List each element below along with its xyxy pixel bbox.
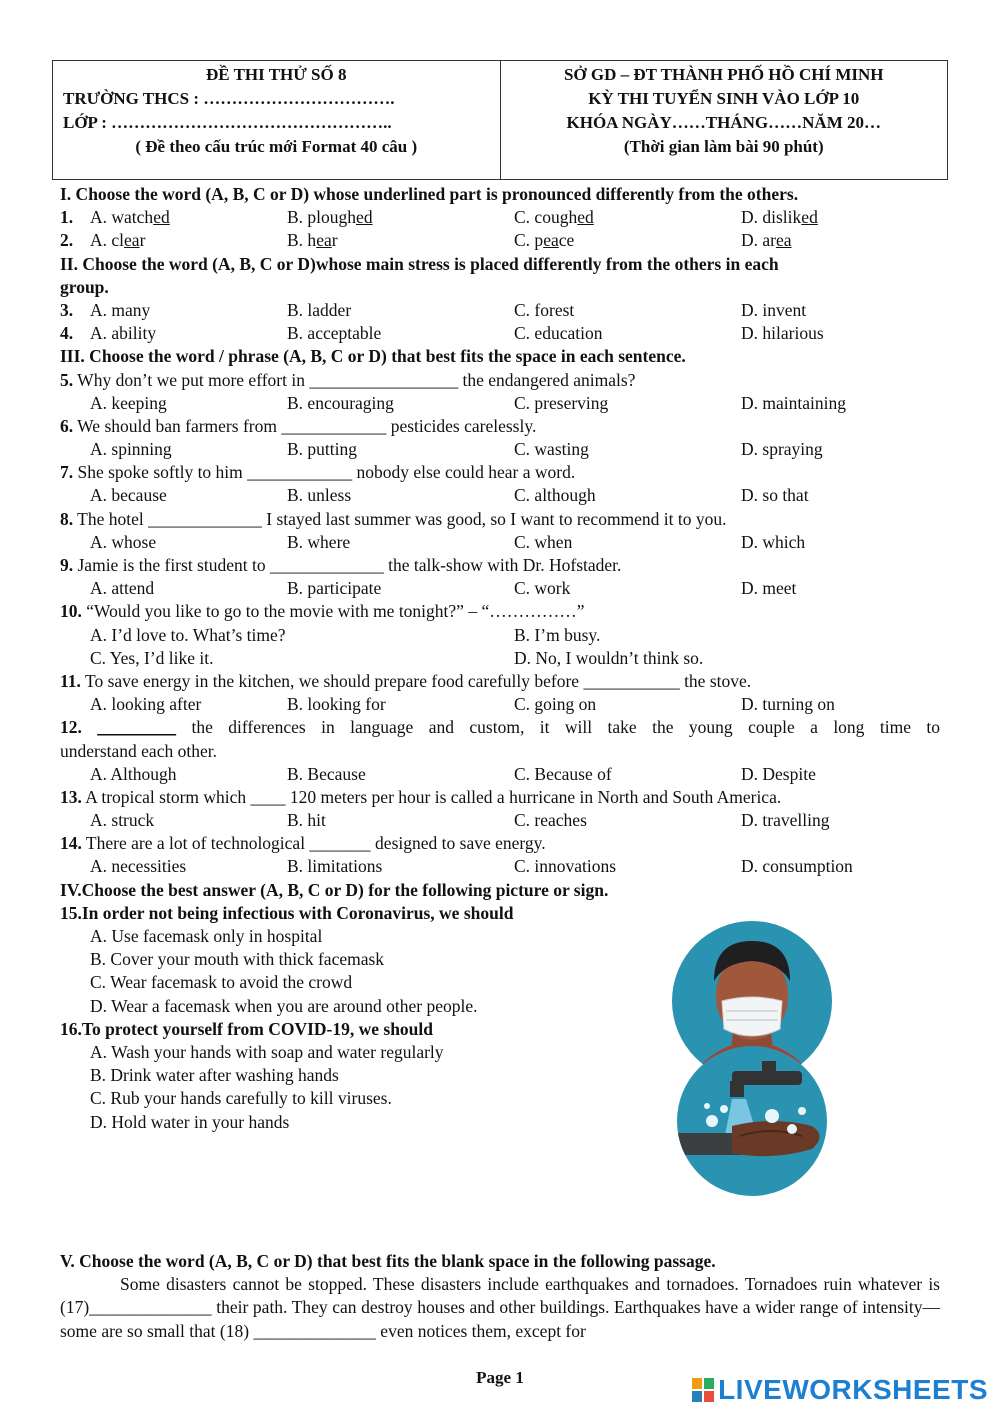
q5-option-c[interactable]: C. preserving	[514, 392, 609, 413]
reading-passage: Some disasters cannot be stopped. These disasters include earthquakes and tornadoes. Tornadoes ruin whatever is (17)______________ their path. They can destroy houses and other buildings. Earthquakes have a wider range of intensity—some are so small that (18) ______________ even notices them, except for	[60, 1274, 940, 1341]
question-9-stem: 9. Jamie is the first student to _____________ the talk-show with Dr. Hofstader.	[60, 555, 622, 575]
q8-option-a[interactable]: A. whose	[90, 531, 157, 552]
q12-option-c[interactable]: C. Because of	[514, 763, 612, 784]
exam-header	[52, 60, 948, 180]
question-10-options-ab	[60, 624, 940, 647]
q2-option-c[interactable]: C. peace	[514, 230, 575, 251]
q7-option-d[interactable]: D. so that	[741, 485, 809, 506]
section-2-title: II. Choose the word (A, B, C or D)whose main stress is placed differently from the others in each	[60, 253, 779, 274]
q14-option-a[interactable]: A. necessities	[90, 856, 187, 877]
question-15-stem: 15.In order not being infectious with Coronavirus, we should	[60, 902, 514, 923]
question-14-options	[60, 855, 940, 878]
header-left	[53, 61, 501, 179]
q12-option-b[interactable]: B. Because	[287, 763, 366, 784]
q9-option-b[interactable]: B. participate	[287, 578, 382, 599]
q16-option-c[interactable]: C. Rub your hands carefully to kill viruses.	[90, 1088, 392, 1109]
question-8-options	[60, 531, 940, 554]
format-note: ( Đề theo cấu trúc mới Format 40 câu )	[135, 137, 418, 156]
section-3-title: III. Choose the word / phrase (A, B, C or D) that best fits the space in each sentence.	[60, 346, 686, 367]
question-9-options	[60, 577, 940, 600]
q12-option-d[interactable]: D. Despite	[741, 763, 816, 784]
brand-text: LIVEWORKSHEETS	[718, 1374, 988, 1405]
q2-option-d[interactable]: D. area	[741, 230, 792, 251]
q3-option-a[interactable]: A. many	[90, 299, 151, 320]
q14-option-c[interactable]: C. innovations	[514, 856, 617, 877]
q8-option-b[interactable]: B. where	[287, 531, 351, 552]
exam-name: KỲ THI TUYỂN SINH VÀO LỚP 10	[588, 89, 860, 108]
q3-option-c[interactable]: C. forest	[514, 299, 575, 320]
q9-option-d[interactable]: D. meet	[741, 578, 797, 599]
q6-option-a[interactable]: A. spinning	[90, 439, 172, 460]
question-8-stem: 8. The hotel _____________ I stayed last summer was good, so I want to recommend it to you.	[60, 508, 727, 529]
q6-option-d[interactable]: D. spraying	[741, 439, 823, 460]
q8-option-c[interactable]: C. when	[514, 531, 573, 552]
section-2-title-cont: group.	[60, 276, 109, 297]
question-13-stem: 13. A tropical storm which ____ 120 meters per hour is called a hurricane in North and South America.	[60, 786, 782, 807]
q1-option-b[interactable]: B. ploughed	[287, 207, 373, 228]
class-field: LỚP : …………………………………………..	[63, 113, 392, 132]
q9-option-c[interactable]: C. work	[514, 578, 571, 599]
question-2: 2. A. clear B. hear C. peace D. area	[60, 229, 940, 252]
question-6-options	[60, 438, 940, 461]
q5-option-a[interactable]: A. keeping	[90, 392, 167, 413]
section-5-title: V. Choose the word (A, B, C or D) that best fits the blank space in the following passage.	[60, 1251, 716, 1271]
question-1: 1. A. watched B. ploughed C. coughed D. disliked	[60, 206, 940, 229]
q16-option-d[interactable]: D. Hold water in your hands	[90, 1111, 290, 1132]
q7-option-c[interactable]: C. although	[514, 485, 596, 506]
covid-prevention-picture	[662, 921, 842, 1196]
q6-option-b[interactable]: B. putting	[287, 439, 358, 460]
q4-option-b[interactable]: B. acceptable	[287, 323, 382, 344]
question-7-stem: 7. She spoke softly to him ____________ nobody else could hear a word.	[60, 462, 576, 483]
question-14-stem: 14. There are a lot of technological _______ designed to save energy.	[60, 833, 546, 854]
question-10-options-cd	[60, 647, 940, 670]
q16-option-b[interactable]: B. Drink water after washing hands	[90, 1065, 339, 1086]
section-4-title: IV.Choose the best answer (A, B, C or D) for the following picture or sign.	[60, 879, 609, 900]
exam-time: (Thời gian làm bài 90 phút)	[623, 137, 824, 156]
brand-logo	[692, 1374, 988, 1406]
q15-option-a[interactable]: A. Use facemask only in hospital	[90, 926, 323, 946]
page-number: Page 1	[476, 1368, 524, 1387]
q1-option-a[interactable]: A. watched	[90, 207, 170, 228]
school-field: TRƯỜNG THCS : …………………………….	[63, 89, 395, 108]
q14-option-b[interactable]: B. limitations	[287, 856, 383, 877]
q1-option-c[interactable]: C. coughed	[514, 207, 594, 228]
q2-option-a[interactable]: A. clear	[90, 230, 146, 251]
q10-option-d[interactable]: D. No, I wouldn’t think so.	[514, 647, 704, 668]
q10-option-a[interactable]: A. I’d love to. What’s time?	[90, 624, 286, 645]
section-1-title: I. Choose the word (A, B, C or D) whose underlined part is pronounced differently from the others.	[60, 184, 799, 204]
question-6-stem: 6. We should ban farmers from ____________ pesticides carelessly.	[60, 415, 537, 436]
q11-option-a[interactable]: A. looking after	[90, 694, 202, 715]
question-10-stem: 10. “Would you like to go to the movie with me tonight?” – “……………”	[60, 601, 585, 622]
q8-option-d[interactable]: D. which	[741, 531, 806, 552]
q7-option-b[interactable]: B. unless	[287, 485, 352, 506]
q11-option-b[interactable]: B. looking for	[287, 694, 386, 715]
question-13-options	[60, 809, 940, 832]
exam-title: ĐỀ THI THỬ SỐ 8	[206, 65, 347, 84]
question-5-options	[60, 392, 940, 415]
handwashing-icon	[662, 1046, 827, 1196]
question-12-stem: 12. _________ the differences in language and custom, it will take the young couple a long time to	[60, 717, 940, 738]
q12-option-a[interactable]: A. Although	[90, 763, 177, 784]
question-12-stem-cont: understand each other.	[60, 740, 217, 761]
section-5	[60, 1250, 940, 1343]
q4-option-a[interactable]: A. ability	[90, 323, 157, 344]
q13-option-c[interactable]: C. reaches	[514, 810, 587, 831]
question-11-options	[60, 693, 940, 716]
q15-option-d[interactable]: D. Wear a facemask when you are around other people.	[90, 995, 478, 1016]
q15-option-c[interactable]: C. Wear facemask to avoid the crowd	[90, 972, 353, 993]
q4-option-c[interactable]: C. education	[514, 323, 603, 344]
q2-option-b[interactable]: B. hear	[287, 230, 338, 251]
question-7-options	[60, 484, 940, 507]
q4-option-d[interactable]: D. hilarious	[741, 323, 824, 344]
q6-option-c[interactable]: C. wasting	[514, 439, 589, 460]
q11-option-c[interactable]: C. going on	[514, 694, 597, 715]
department: SỞ GD – ĐT THÀNH PHỐ HỒ CHÍ MINH	[563, 65, 884, 84]
q7-option-a[interactable]: A. because	[90, 485, 167, 506]
q15-option-b[interactable]: B. Cover your mouth with thick facemask	[90, 949, 385, 970]
q3-option-b[interactable]: B. ladder	[287, 299, 352, 320]
q5-option-d[interactable]: D. maintaining	[741, 392, 846, 413]
question-5-stem: 5. Why don’t we put more effort in _________________ the endangered animals?	[60, 369, 636, 390]
q11-option-d[interactable]: D. turning on	[741, 694, 835, 715]
q1-option-d[interactable]: D. disliked	[741, 207, 818, 228]
liveworksheets-logo-icon	[692, 1378, 714, 1402]
q9-option-a[interactable]: A. attend	[90, 578, 155, 599]
header-right	[501, 61, 948, 179]
q13-option-b[interactable]: B. hit	[287, 810, 326, 831]
q13-option-a[interactable]: A. struck	[90, 810, 155, 831]
question-16-stem: 16.To protect yourself from COVID-19, we should	[60, 1018, 434, 1039]
q5-option-b[interactable]: B. encouraging	[287, 392, 394, 413]
q13-option-d[interactable]: D. travelling	[741, 810, 830, 831]
question-3: 3. A. many B. ladder C. forest D. invent	[60, 299, 940, 322]
q10-option-c[interactable]: C. Yes, I’d like it.	[90, 647, 214, 668]
question-12-options	[60, 763, 940, 786]
q14-option-d[interactable]: D. consumption	[741, 856, 853, 877]
exam-date: KHÓA NGÀY……THÁNG……NĂM 20…	[566, 113, 881, 132]
q10-option-b[interactable]: B. I’m busy.	[514, 624, 601, 645]
question-4: 4. A. ability B. acceptable C. education D. hilarious	[60, 322, 940, 345]
q3-option-d[interactable]: D. invent	[741, 299, 807, 320]
question-11-stem: 11. To save energy in the kitchen, we should prepare food carefully before ___________ the stove.	[60, 670, 752, 691]
q16-option-a[interactable]: A. Wash your hands with soap and water regularly	[90, 1041, 444, 1062]
